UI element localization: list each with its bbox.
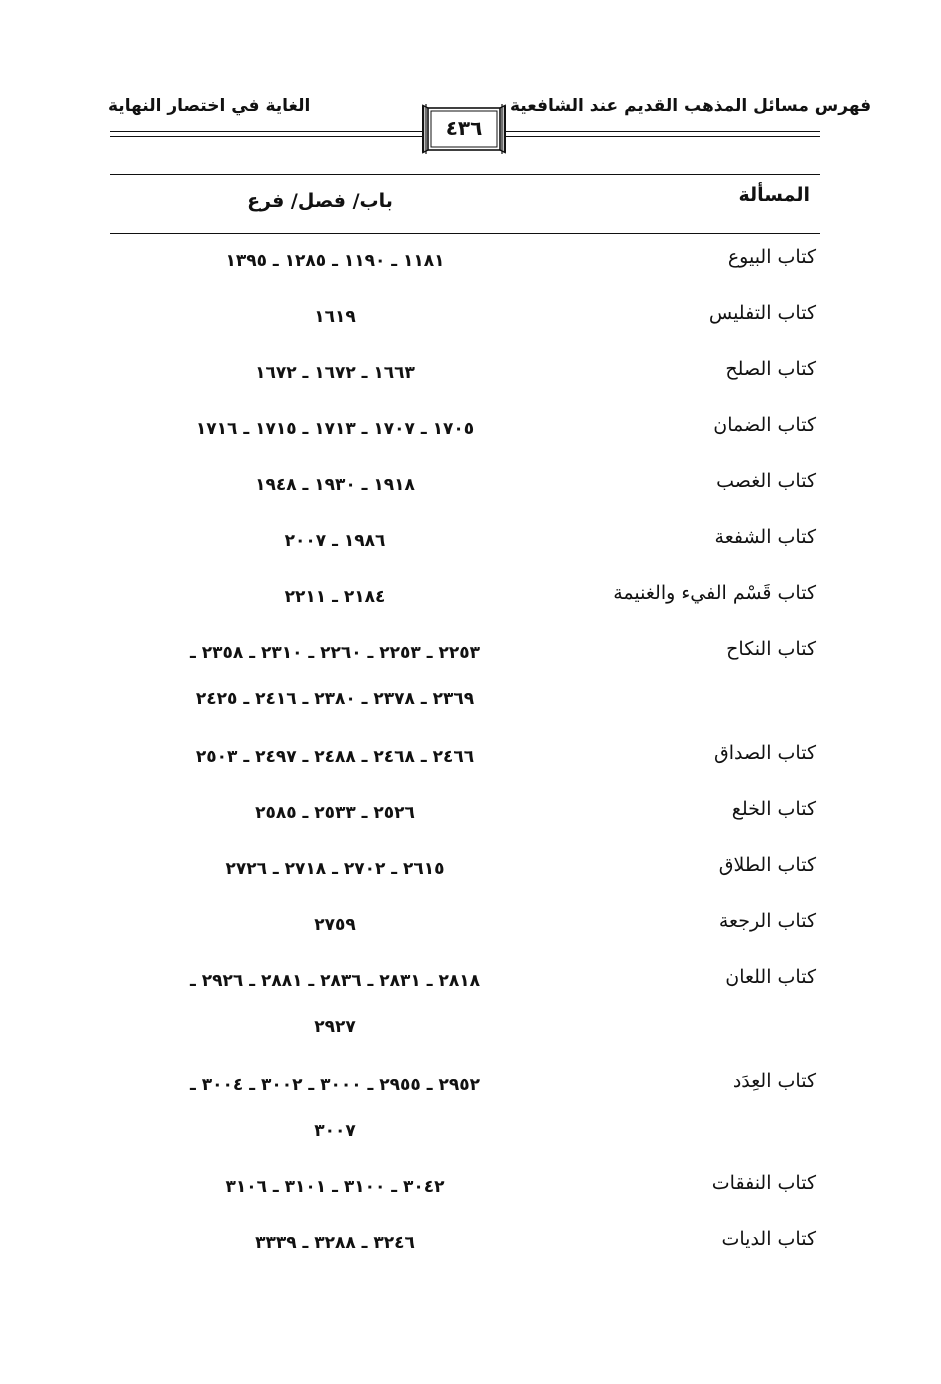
page-number-frame bbox=[422, 102, 506, 156]
index-entry: كتاب النكاح bbox=[726, 638, 816, 660]
index-references-continued: ٢٩٢٧ bbox=[314, 1017, 356, 1037]
index-references: ٣٠٤٢ ـ ٣١٠٠ ـ ٣١٠١ ـ ٣١٠٦ bbox=[225, 1177, 445, 1197]
index-entry: كتاب النفقات bbox=[711, 1172, 816, 1194]
index-references: ٢٩٥٢ ـ ٢٩٥٥ ـ ٣٠٠٠ ـ ٣٠٠٢ ـ ٣٠٠٤ ـ bbox=[190, 1075, 480, 1095]
index-references: ٢٤٦٦ ـ ٢٤٦٨ ـ ٢٤٨٨ ـ ٢٤٩٧ ـ ٢٥٠٣ bbox=[195, 747, 475, 767]
index-entry: كتاب اللعان bbox=[725, 966, 816, 988]
index-entry: كتاب قَسْم الفيء والغنيمة bbox=[613, 582, 816, 604]
page-number: ٤٣٦ bbox=[445, 116, 483, 140]
index-references: ١٦١٩ bbox=[314, 307, 356, 327]
index-references: ٢٢٥٣ ـ ٢٢٥٣ ـ ٢٢٦٠ ـ ٢٣١٠ ـ ٢٣٥٨ ـ bbox=[190, 643, 480, 663]
running-header-book-title: الغاية في اختصار النهاية bbox=[108, 96, 311, 116]
index-references: ١٩٨٦ ـ ٢٠٠٧ bbox=[284, 531, 386, 551]
index-references-continued: ٣٠٠٧ bbox=[314, 1121, 356, 1141]
running-header-chapter: فهرس مسائل المذهب القديم عند الشافعية bbox=[510, 96, 872, 116]
index-entry: كتاب الخلع bbox=[731, 798, 816, 820]
index-references: ٢٥٢٦ ـ ٢٥٣٣ ـ ٢٥٨٥ bbox=[255, 803, 415, 823]
index-references: ٢٨١٨ ـ ٢٨٣١ ـ ٢٨٣٦ ـ ٢٨٨١ ـ ٢٩٢٦ ـ bbox=[190, 971, 480, 991]
index-entry: كتاب الضمان bbox=[713, 414, 816, 436]
index-references: ١٦٦٣ ـ ١٦٧٢ ـ ١٦٧٢ bbox=[255, 363, 415, 383]
index-references: ١٩١٨ ـ ١٩٣٠ ـ ١٩٤٨ bbox=[255, 475, 415, 495]
index-entry: كتاب الغصب bbox=[716, 470, 816, 492]
index-entry: كتاب الطلاق bbox=[718, 854, 816, 876]
index-entry: كتاب الصلح bbox=[725, 358, 816, 380]
index-entry: كتاب الرجعة bbox=[718, 910, 816, 932]
index-references: ١٧٠٥ ـ ١٧٠٧ ـ ١٧١٣ ـ ١٧١٥ ـ ١٧١٦ bbox=[195, 419, 475, 439]
index-entry: كتاب الديات bbox=[721, 1228, 816, 1250]
index-entry: كتاب العِدَد bbox=[732, 1070, 816, 1092]
index-references: ٢١٨٤ ـ ٢٢١١ bbox=[284, 587, 386, 607]
index-entry: كتاب التفليس bbox=[708, 302, 816, 324]
table-top-rule bbox=[110, 174, 820, 175]
index-references: ٢٦١٥ ـ ٢٧٠٢ ـ ٢٧١٨ ـ ٢٧٢٦ bbox=[225, 859, 445, 879]
index-references: ٢٧٥٩ bbox=[314, 915, 356, 935]
index-entry: كتاب الشفعة bbox=[714, 526, 816, 548]
index-entry: كتاب الصداق bbox=[713, 742, 816, 764]
index-references: ٣٢٤٦ ـ ٣٢٨٨ ـ ٣٣٣٩ bbox=[255, 1233, 415, 1253]
column-header-references: باب/ فصل/ فرع bbox=[247, 190, 393, 212]
index-entry: كتاب البيوع bbox=[727, 246, 816, 268]
index-references-continued: ٢٣٦٩ ـ ٢٣٧٨ ـ ٢٣٨٠ ـ ٢٤١٦ ـ ٢٤٢٥ bbox=[195, 689, 475, 709]
column-header-question: المسألة bbox=[738, 184, 810, 206]
table-header-rule bbox=[110, 233, 820, 234]
index-references: ١١٨١ ـ ١١٩٠ ـ ١٢٨٥ ـ ١٣٩٥ bbox=[225, 251, 445, 271]
